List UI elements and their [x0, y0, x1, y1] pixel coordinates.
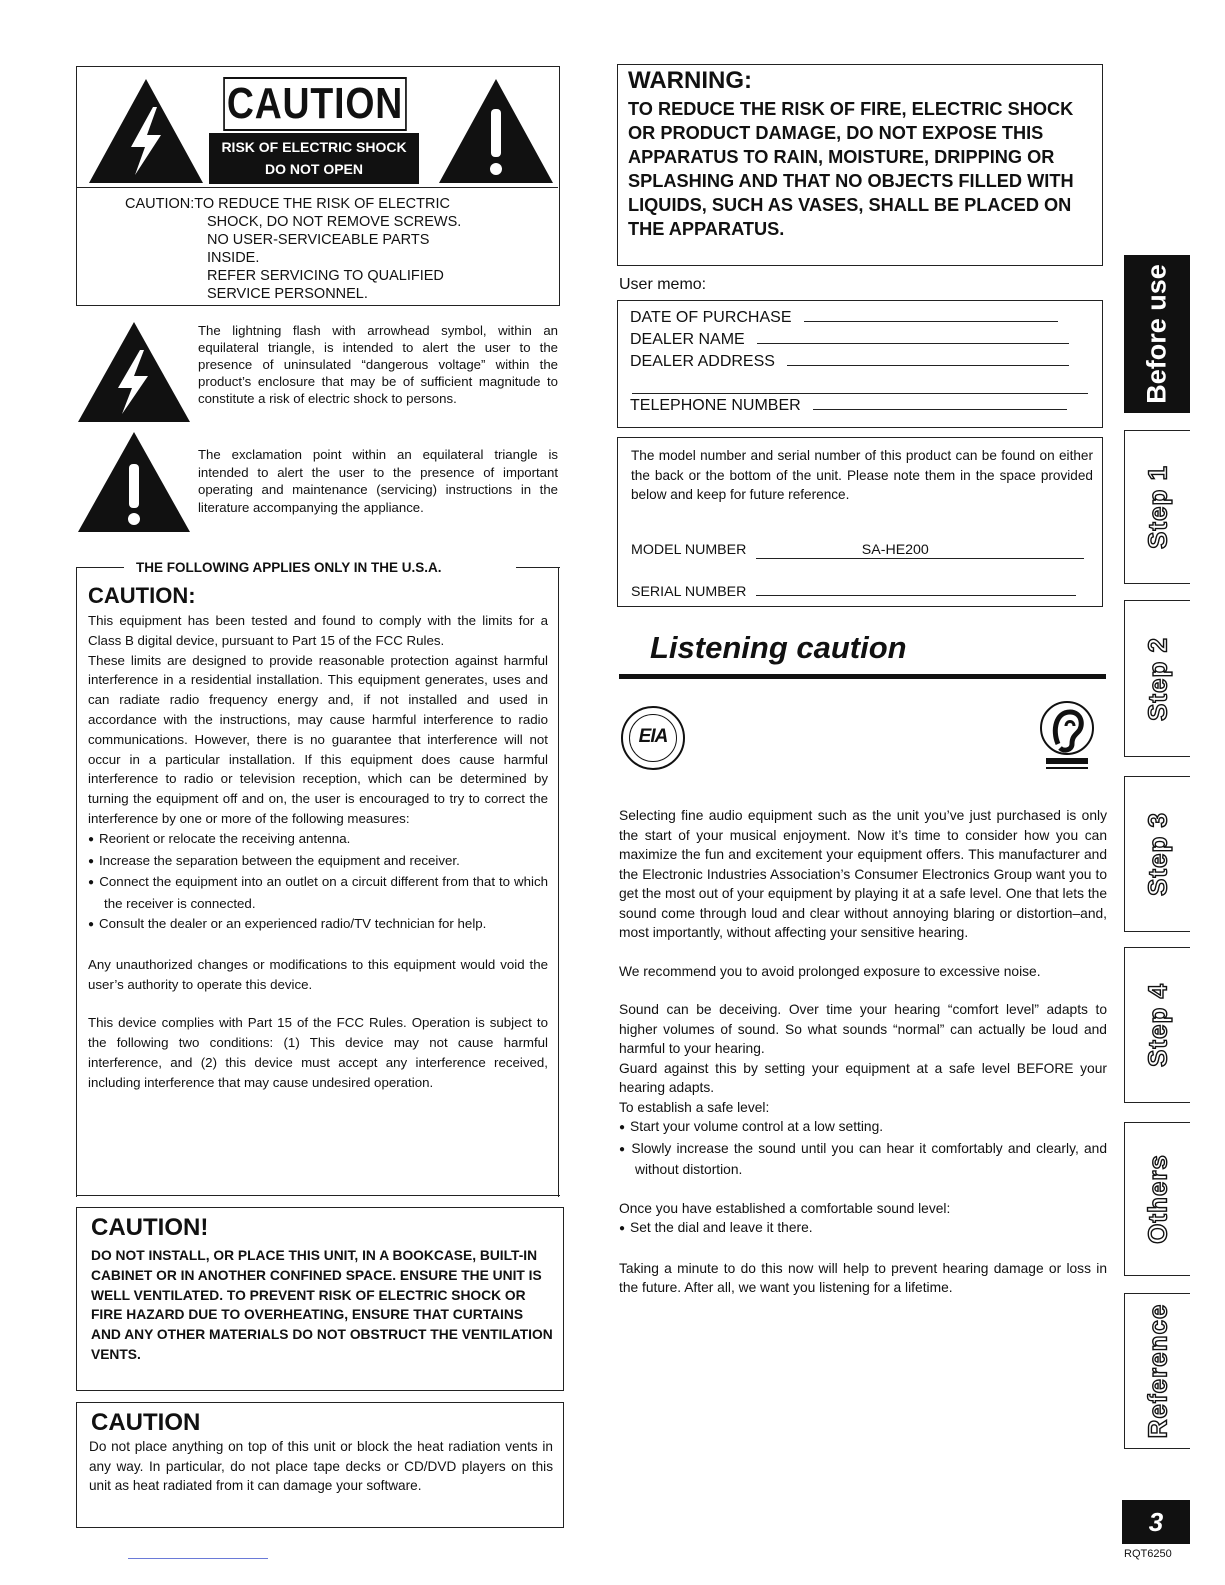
eia-logo: EIA: [621, 706, 685, 770]
caution-label-box: [76, 66, 560, 306]
tab-step-2[interactable]: Step 2: [1124, 600, 1190, 757]
fcc-header: THE FOLLOWING APPLIES ONLY IN THE U.S.A.: [132, 560, 446, 575]
list-item: ● Reorient or relocate the receiving antenna.: [88, 829, 548, 851]
caution-label-title: CAUTION: [223, 77, 407, 131]
dealer-address-field: DEALER ADDRESS: [630, 353, 1069, 371]
warning-box: [617, 64, 1103, 266]
listening-ear-logo-icon: [1038, 700, 1096, 774]
caution-label-divider: [77, 187, 558, 188]
fcc-box: [76, 560, 560, 1197]
tab-others[interactable]: Others: [1124, 1122, 1190, 1276]
lightning-warning-icon: [87, 77, 205, 185]
fcc-body: This equipment has been tested and found to comply with the limits for a Class B digital device, pursuant to Part 15 of the FCC Rules. These limits are designed to provide reasonable protection against harmful interference in a residential installation. This equipment generates, uses and can radiate radio frequency energy and, if not installed and used in accordance with the instructions, may cause harmful interference to radio communications. However, there is no guarantee that interference will not occur in a particular installation. If this equipment does cause harmful interference to radio or television reception, which can be determined by turning the equipment off and on, the user is encouraged to try to correct the interference by one or more of the following measures: ● Reorient or relocate the receiving antenna. ● Increase the separation between the equipment and receiver. ● Connect the equipment into an outlet on a circuit different from that to which the receiver is connected. ● Consult the dealer or an experienced radio/TV technician for help. Any unauthorized changes or modifications to this equipment would void the user’s authority to operate this device. This device complies with Part 15 of the FCC Rules. Operation is subject to the following two conditions: (1) This device may not cause harmful interference, and (2) this device must accept any interference received, including interference that may cause undesired operation.: [88, 611, 548, 1093]
model-serial-text: The model number and serial number of this product can be found on either the back or the bottom of the unit. Please note them in the space provided below and keep for future reference.: [631, 448, 1093, 502]
caution-install-title: CAUTION!: [91, 1214, 209, 1241]
list-item: ● Increase the separation between the equipment and receiver.: [88, 851, 548, 873]
list-item: ● Consult the dealer or an experienced radio/TV technician for help.: [88, 914, 548, 936]
tab-step-4[interactable]: Step 4: [1124, 947, 1190, 1103]
footer-link-line: [128, 1558, 268, 1559]
user-memo-box: [617, 300, 1103, 428]
telephone-field: TELEPHONE NUMBER: [630, 397, 1067, 415]
user-memo-heading: User memo:: [619, 276, 707, 293]
listening-title-rule: [619, 674, 1106, 679]
tab-step-3[interactable]: Step 3: [1124, 776, 1190, 932]
model-number-value: SA-HE200: [861, 542, 929, 558]
list-item: ● Start your volume control at a low setting.: [619, 1117, 1107, 1139]
caution-label: [207, 77, 425, 185]
listening-caution-title: Listening caution: [650, 630, 907, 665]
page-number: 3: [1122, 1500, 1190, 1544]
list-item: ● Connect the equipment into an outlet on a circuit different from that to which the receiver is connected.: [88, 872, 548, 914]
dealer-name-field: DEALER NAME: [630, 331, 1069, 349]
caution-install-body: DO NOT INSTALL, OR PLACE THIS UNIT, IN A BOOKCASE, BUILT-IN CABINET OR IN ANOTHER CONFINED SPACE. ENSURE THE UNIT IS WELL VENTILATED. TO PREVENT RISK OF ELECTRIC SHOCK OR FIRE HAZARD DUE TO OVERHEATING, ENSURE THAT CURTAINS AND ANY OTHER MATERIALS DO NOT OBSTRUCT THE VENTILATION VENTS.: [91, 1248, 553, 1362]
caution-label-text: CAUTION:TO REDUCE THE RISK OF ELECTRIC SHOCK, DO NOT REMOVE SCREWS. NO USER-SERVICEABLE PARTS INSIDE. REFER SERVICING TO QUALIFIED SERVICE PERSONNEL.: [125, 196, 462, 302]
caution-heat-body: Do not place anything on top of this unit or block the heat radiation vents in any way. In particular, do not place tape decks or CD/DVD players on this unit as heat radiated from it can damage your software.: [89, 1439, 553, 1494]
listening-body: Selecting fine audio equipment such as the unit you’ve just purchased is only the start of your musical enjoyment. Now it’s time to consider how you can maximize the fun and excitement your equipment offers. This manufacturer and the Electronic Industries Association’s Consumer Electronics Group want you to get the most out of your equipment by playing it at a safe level. One that lets the sound come through loud and clear without annoying blaring or distortion–and, most importantly, without affecting your sensitive hearing. We recommend you to avoid prolonged exposure to excessive noise. Sound can be deceiving. Over time your hearing “comfort level” adapts to higher volumes of sound. So what sounds “normal” can actually be loud and harmful to your hearing. Guard against this by setting your equipment at a safe level BEFORE your hearing adapts. To establish a safe level: ● Start your volume control at a low setting. ● Slowly increase the sound until you can hear it comfortably and clearly, and without distortion. Once you have established a comfortable sound level: ● Set the dial and leave it there. Taking a minute to do this now will help to prevent hearing damage or loss in the future. After all, we want you listening for a lifetime.: [619, 806, 1107, 1298]
exclamation-symbol-text: The exclamation point within an equilateral triangle is intended to alert the user to the presence of important operating and maintenance (servicing) instructions in the literature accompanying the appliance.: [198, 447, 558, 515]
tab-before-use[interactable]: Before use: [1124, 255, 1190, 413]
list-item: ● Set the dial and leave it there.: [619, 1218, 1107, 1240]
caution-heat-title: CAUTION: [91, 1409, 201, 1436]
lightning-symbol-icon: [76, 320, 192, 424]
caution-install-box: [76, 1207, 564, 1391]
lightning-symbol-text: The lightning flash with arrowhead symbol, within an equilateral triangle, is intended to alert the user to the presence of uninsulated “dangerous voltage” within the product’s enclosure that may be of sufficient magnitude to constitute a risk of electric shock to persons.: [198, 323, 558, 406]
doc-code: RQT6250: [1124, 1548, 1172, 1560]
tab-reference[interactable]: Reference: [1124, 1293, 1190, 1449]
date-of-purchase-field: DATE OF PURCHASE: [630, 309, 1058, 327]
serial-number-field: SERIAL NUMBER: [631, 584, 1076, 600]
warning-title: WARNING:: [628, 67, 752, 94]
list-item: ● Slowly increase the sound until you can hear it comfortably and clearly, and without distortion.: [619, 1139, 1107, 1180]
exclamation-warning-icon: [437, 77, 555, 185]
fcc-title: CAUTION:: [88, 583, 196, 608]
model-serial-box: [617, 437, 1103, 607]
warning-body: TO REDUCE THE RISK OF FIRE, ELECTRIC SHOCK OR PRODUCT DAMAGE, DO NOT EXPOSE THIS APPARATUS TO RAIN, MOISTURE, DRIPPING OR SPLASHING AND THAT NO OBJECTS FILLED WITH LIQUIDS, SUCH AS VASES, SHALL BE PLACED ON THE APPARATUS.: [628, 99, 1074, 239]
tab-step-1[interactable]: Step 1: [1124, 430, 1190, 584]
model-number-field: MODEL NUMBER SA-HE200: [631, 542, 1084, 559]
exclamation-symbol-icon: [76, 430, 192, 534]
caution-heat-box: [76, 1402, 564, 1528]
caution-label-subtitle: RISK OF ELECTRIC SHOCK DO NOT OPEN: [209, 133, 419, 184]
dealer-address-line2: [632, 393, 1088, 394]
